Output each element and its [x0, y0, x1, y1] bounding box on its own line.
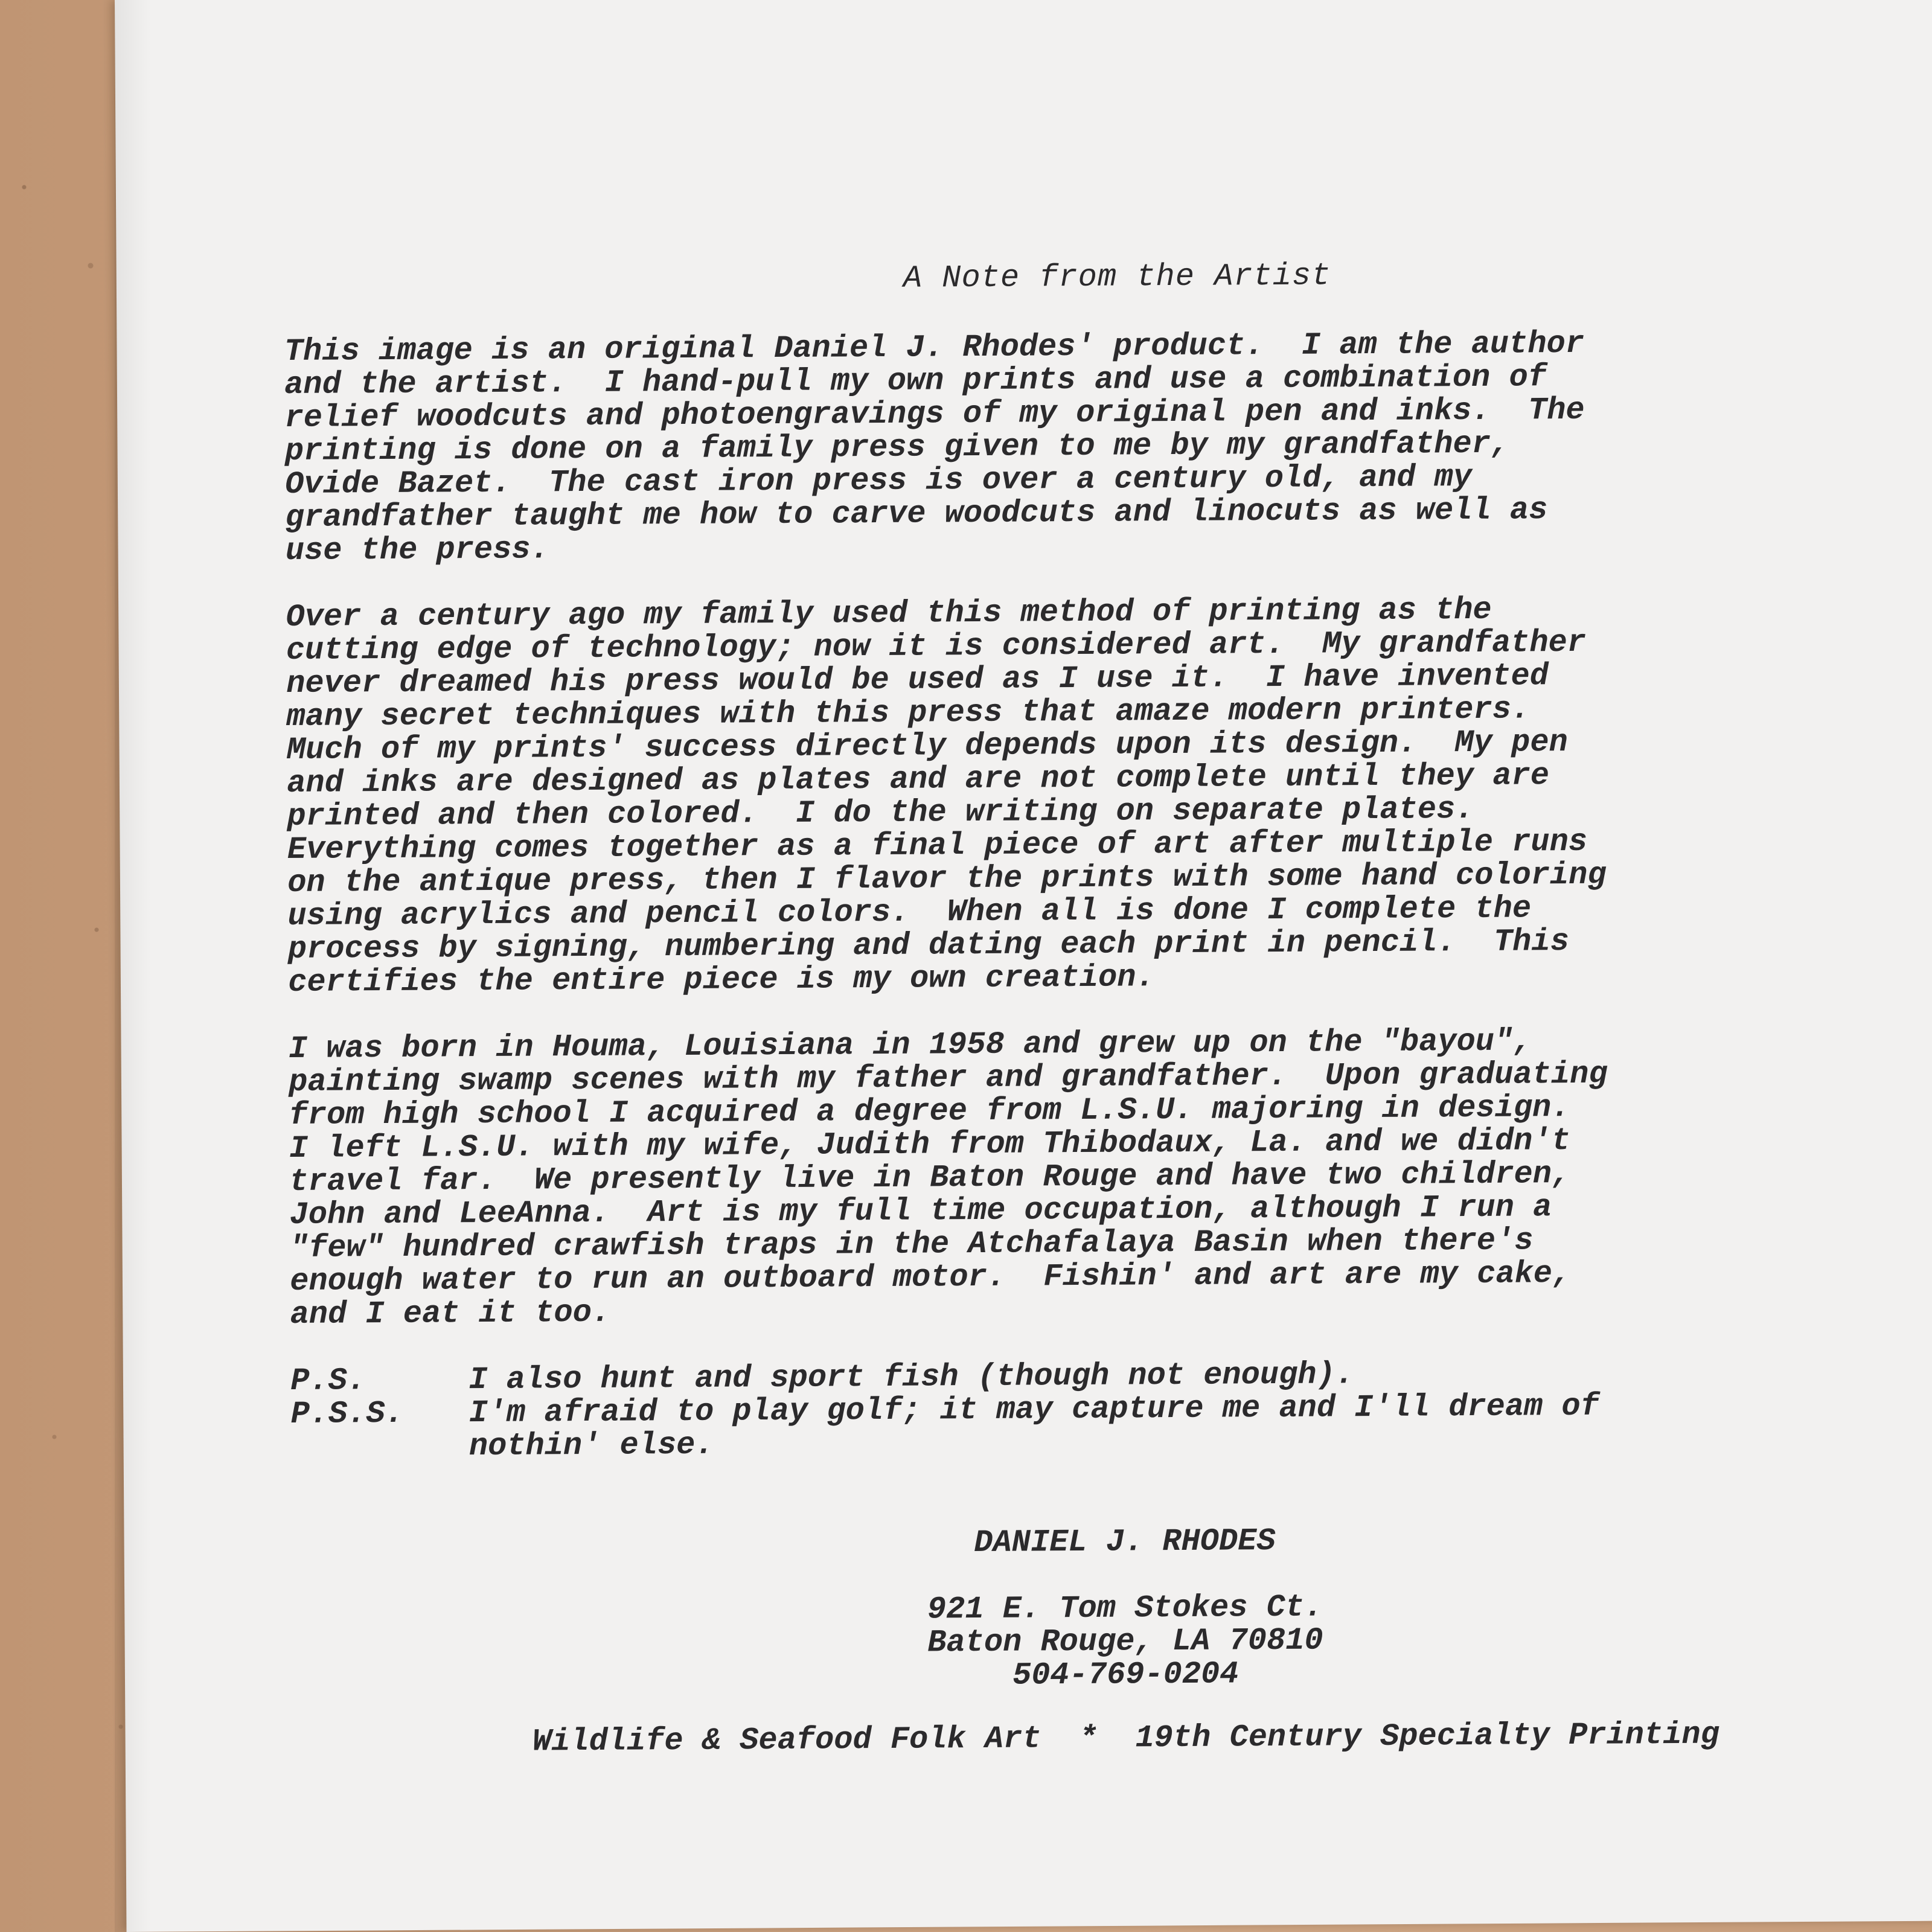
- postscript-text: I'm afraid to play golf; it may capture me and I'll dream of nothin' else.: [469, 1388, 1600, 1465]
- postscripts: [290, 1355, 1873, 1464]
- address-street: 921 E. Tom Stokes Ct.: [927, 1589, 1323, 1628]
- contact-address: [292, 1587, 1874, 1697]
- paragraph-about-prints: This image is an original Daniel J. Rhodes' product. I am the author and the artist. I hand-pull my own prints and use a combination of relief woodcuts and photoengravings of my original pen and inks. The printing is done on a family press given to me by my grandfather, Ovide Bazet. The cast iron press is over a century old, and my grandfather taught me how to carve woodcuts and linocuts as well as use the press.: [284, 325, 1585, 569]
- postscript-label: P.S.: [290, 1363, 366, 1399]
- postscript-text: I also hunt and sport fish (though not enough).: [469, 1357, 1355, 1398]
- artist-note-document: [284, 256, 1875, 1760]
- address-phone: 504-769-0204: [1012, 1656, 1239, 1694]
- paragraph-biography: I was born in Houma, Louisiana in 1958 and grew up on the "bayou", painting swamp scenes with my father and grandfather. Upon graduating from high school I acquired a degree from L.S.U. majoring in design. I left L.S.U. with my wife, Judith from Thibodaux, La. and we didn't travel far. We presently live in Baton Rouge and have two children, John and LeeAnna. Art is my full time occupation, although I run a "few" hundred crawfish traps in the Atchafalaya Basin when there's enough water to run an outboard motor. Fishin' and art are my cake, and I eat it too.: [288, 1023, 1608, 1332]
- address-city: Baton Rouge, LA 70810: [927, 1622, 1323, 1661]
- postscript-label: P.S.S.: [290, 1395, 405, 1432]
- document-title: A Note from the Artist: [903, 258, 1331, 296]
- postscript-row: [290, 1388, 1873, 1464]
- paragraph-printing-technique: Over a century ago my family used this method of printing as the cutting edge of technology; now it is considered art. My grandfather never dreamed his press would be used as I use it. I have invented many secret techniques with this press that amaze modern printers. Much of my prints' success directly depends upon its design. My pen and inks are designed as plates and are not complete until they are printed and then colored. I do the writing on separate plates. Everything comes together as a final piece of art after multiple runs on the antique press, then I flavor the prints with some hand coloring using acrylics and pencil colors. When all is done I complete the process by signing, numbering and dating each print in pencil. This certifies the entire piece is my own creation.: [286, 592, 1607, 1000]
- business-tagline: Wildlife & Seafood Folk Art * 19th Century Specialty Printing: [532, 1716, 1720, 1760]
- artist-name: DANIEL J. RHODES: [974, 1523, 1276, 1561]
